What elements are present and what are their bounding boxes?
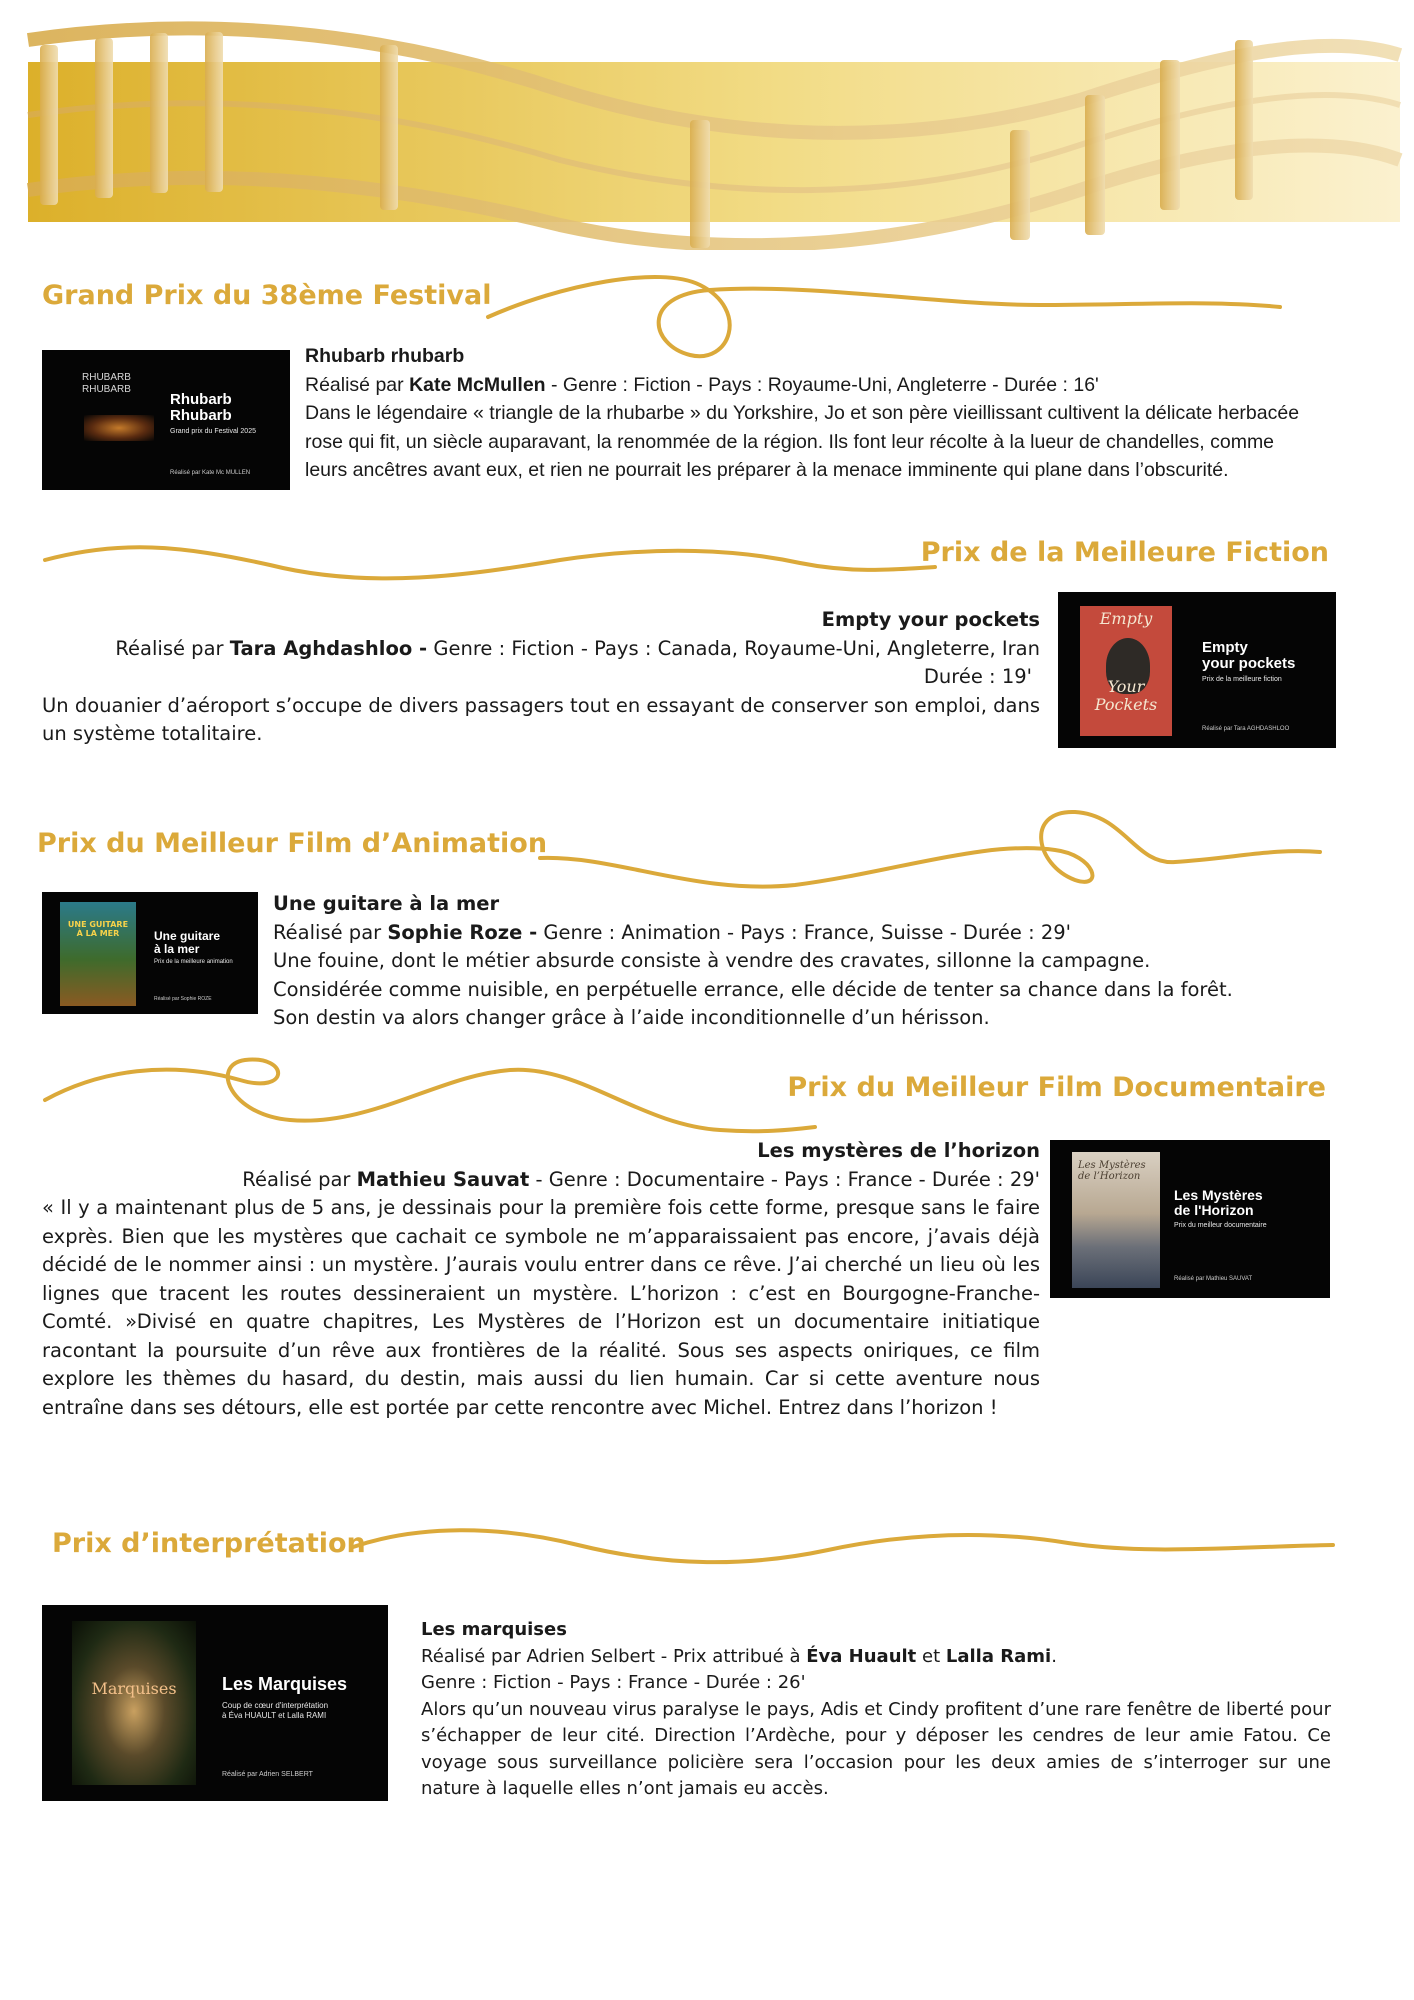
- poster-art: [72, 1621, 196, 1785]
- film-info-guitare: [273, 890, 1353, 1033]
- film-synopsis: Dans le légendaire « triangle de la rhubarbe » du Yorkshire, Jo et son père vieillissant cultivent la délicate herbacée rose qui fit, un siècle auparavant, la renommée de la région. Ils font leur récolte à la lueur de chandelles, comme leurs ancêtres avant eux, et rien ne pourrait les préparer à la menace imminente qui plane dans l’obscurité.: [305, 402, 1300, 481]
- film-title: Empty your pockets: [821, 608, 1040, 631]
- film-title: Une guitare à la mer: [273, 892, 500, 915]
- poster-art-text: Marquises: [91, 1679, 177, 1698]
- poster-art: [1072, 1152, 1160, 1288]
- poster-title: Les Marquises: [222, 1674, 348, 1694]
- film-synopsis: Considérée comme nuisible, en perpétuelle errance, elle décide de tenter sa chance dans la forêt.: [273, 977, 1233, 1001]
- poster-art: [1080, 606, 1172, 736]
- section-heading-animation: Prix du Meilleur Film d’Animation: [37, 828, 548, 859]
- poster-marquises: [42, 1605, 388, 1801]
- film-details: - Genre : Documentaire - Pays : France - Durée : 29': [529, 1167, 1040, 1191]
- actor-name: Lalla Rami: [945, 1645, 1052, 1667]
- film-synopsis: Alors qu’un nouveau virus paralyse le pays, Adis et Cindy profitent d’une rare fenêtre de liberté pour s’échapper de leur cité. Direction l’Ardèche, pour y déposer les cendres de leur amie Fatou. Ce voyage sous surveillance policière sera l’occasion pour les deux amies de s’interroger sur une nature à laquelle elles n’ont jamais eu accès.: [421, 1698, 1331, 1799]
- actor-name: Éva Huault: [806, 1645, 917, 1667]
- poster-credit: Réalisé par Sophie ROZE: [154, 996, 212, 1002]
- poster-subtitle: Prix de la meilleure fiction: [1202, 676, 1282, 683]
- film-director: Mathieu Sauvat: [356, 1167, 530, 1191]
- poster-subtitle: Grand prix du Festival 2025: [170, 428, 256, 435]
- film-details: - Genre : Fiction - Pays : Royaume-Uni, Angleterre - Durée : 16': [545, 373, 1099, 396]
- credit-prefix: Réalisé par: [242, 1167, 357, 1191]
- poster-art-text: UNE GUITARE: [67, 920, 129, 929]
- punctuation: .: [1051, 1645, 1057, 1667]
- poster-art-text: de l’Horizon: [1078, 1171, 1141, 1182]
- poster-title: Rhubarb: [170, 391, 232, 408]
- poster-candle-image: [84, 415, 154, 441]
- film-synopsis: Une fouine, dont le métier absurde consiste à vendre des cravates, sillonne la campagne.: [273, 949, 1151, 972]
- film-details: Genre : Animation - Pays : France, Suisse - Durée : 29': [537, 920, 1072, 944]
- poster-credit: Réalisé par Mathieu SAUVAT: [1174, 1276, 1253, 1282]
- film-info-empty-pockets: [42, 606, 1040, 749]
- poster-logo-line: RHUBARB: [82, 384, 131, 395]
- swirl-divider: [40, 525, 940, 605]
- film-title: Rhubarb rhubarb: [305, 345, 465, 367]
- film-synopsis: Un douanier d’aéroport s’occupe de divers passagers tout en essayant de conserver son emploi, dans un système totalitaire.: [42, 693, 1040, 745]
- film-director: Sophie Roze -: [387, 920, 538, 944]
- poster-subtitle: à Éva HUAULT et Lalla RAMI: [222, 1711, 327, 1720]
- poster-subtitle: Prix du meilleur documentaire: [1174, 1222, 1267, 1229]
- poster-horizon: [1050, 1140, 1330, 1298]
- poster-art-text: Les Mystères: [1078, 1160, 1146, 1171]
- poster-title: de l'Horizon: [1174, 1201, 1254, 1218]
- poster-title: Empty: [1202, 639, 1248, 656]
- poster-credit: Réalisé par Adrien SELBERT: [222, 1771, 313, 1778]
- poster-empty-pockets: [1058, 592, 1336, 748]
- film-info-rhubarb: [305, 342, 1305, 485]
- film-director: Tara Aghdashloo -: [229, 636, 428, 660]
- film-title: Les marquises: [421, 1619, 567, 1640]
- swirl-divider: [348, 1505, 1338, 1585]
- credit-prefix: Réalisé par: [115, 636, 230, 660]
- credit-line: Réalisé par Adrien Selbert - Prix attribué à: [421, 1645, 807, 1667]
- section-heading-interpretation: Prix d’interprétation: [52, 1528, 366, 1559]
- credit-prefix: Réalisé par: [273, 920, 388, 944]
- credit-prefix: Réalisé par: [305, 373, 410, 396]
- film-director: Kate McMullen: [409, 373, 546, 396]
- film-duration: Durée : 19': [923, 665, 1032, 688]
- poster-logo-line: RHUBARB: [82, 372, 131, 383]
- film-details: Genre : Fiction - Pays : France - Durée : 26': [421, 1672, 806, 1693]
- poster-art-text: Pockets: [1094, 695, 1158, 714]
- film-synopsis: Son destin va alors changer grâce à l’aide inconditionnelle d’un hérisson.: [273, 1006, 990, 1029]
- conjunction: et: [916, 1645, 946, 1667]
- poster-credit: Réalisé par Kate Mc MULLEN: [170, 470, 251, 476]
- film-strip-banner: [0, 0, 1414, 250]
- poster-art: [60, 902, 136, 1006]
- poster-art-text: À LA MER: [76, 929, 120, 938]
- poster-title: Les Mystères: [1174, 1187, 1263, 1203]
- poster-credit: Réalisé par Tara AGHDASHLOO: [1202, 726, 1290, 732]
- film-info-horizon: [42, 1137, 1040, 1422]
- section-heading-fiction: Prix de la Meilleure Fiction: [920, 537, 1329, 568]
- poster-subtitle: Coup de cœur d'interprétation: [222, 1701, 329, 1710]
- swirl-divider: [535, 800, 1325, 900]
- poster-art-text: Empty: [1099, 609, 1153, 628]
- poster-art-text: Your: [1107, 677, 1145, 696]
- film-details: Genre : Fiction - Pays : Canada, Royaume-Uni, Angleterre, Iran: [427, 636, 1040, 660]
- film-info-marquises: [421, 1617, 1331, 1803]
- poster-rhubarb: [42, 350, 290, 490]
- section-heading-documentaire: Prix du Meilleur Film Documentaire: [787, 1072, 1326, 1103]
- film-synopsis: « Il y a maintenant plus de 5 ans, je dessinais pour la première fois cette forme, presque sans le faire exprès. Bien que les mystères que cachait ce symbole ne m’apparaissaient pas encore, j’avais déjà décidé de le nommer ainsi : un mystère. J’aurais voulu entrer dans ce rêve. J’ai cherché un lieu où les lignes que tracent les routes dessineraient un mystère. L’horizon : c’est en Bourgogne-Franche-Comté. »Divisé en quatre chapitres, Les Mystères de l’Horizon est un documentaire initiatique racontant la poursuite d’un rêve aux frontières de la réalité. Sous ses aspects oniriques, ce film explore les thèmes du hasard, du destin, mais aussi du lien humain. Car si cette aventure nous entraîne dans ses détours, elle est portée par cette rencontre avec Michel. Entrez dans l’horizon !: [42, 1196, 1040, 1419]
- poster-title: Une guitare: [154, 929, 221, 943]
- poster-subtitle: Prix de la meilleure animation: [154, 959, 233, 965]
- poster-title: your pockets: [1202, 654, 1296, 672]
- film-title: Les mystères de l’horizon: [757, 1139, 1040, 1162]
- poster-title: Rhubarb: [170, 406, 232, 424]
- poster-title: à la mer: [154, 941, 200, 956]
- poster-guitare: [42, 892, 258, 1014]
- section-heading-grand-prix: Grand Prix du 38ème Festival: [42, 280, 492, 311]
